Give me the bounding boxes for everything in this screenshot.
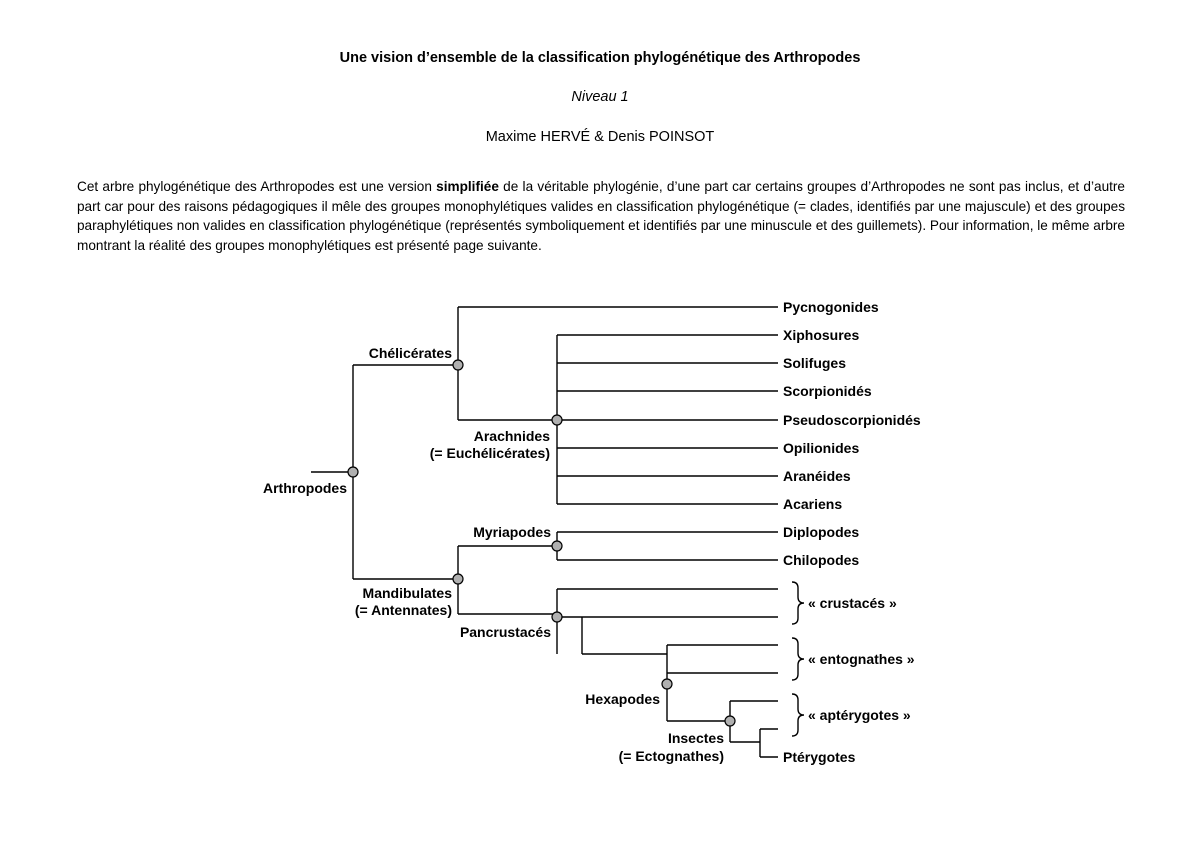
label-arthropodes: Arthropodes	[263, 480, 347, 496]
leaf-scorpionides: Scorpionidés	[783, 383, 872, 399]
leaf-pterygotes: Ptérygotes	[783, 749, 856, 765]
page-title: Une vision d’ensemble de la classification phylogénétique des Arthropodes	[339, 50, 861, 66]
leaf-solifuges: Solifuges	[783, 355, 847, 371]
leaf-apterygotes: « aptérygotes »	[808, 707, 911, 723]
label-mandibulates-alt: (= Antennates)	[354, 602, 452, 618]
leaf-opilionides: Opilionides	[783, 440, 860, 456]
node-arachnides	[552, 415, 562, 425]
label-chelicerates: Chélicérates	[368, 345, 452, 361]
label-insectes-alt: (= Ectognathes)	[618, 748, 724, 764]
node-insectes	[725, 716, 735, 726]
intro-bold-word: simplifiée	[436, 179, 499, 194]
node-chelicerates	[453, 360, 463, 370]
leaf-entognathes: « entognathes »	[808, 651, 915, 667]
node-hexapodes	[662, 679, 672, 689]
authors: Maxime HERVÉ & Denis POINSOT	[485, 129, 715, 145]
label-arachnides: Arachnides	[473, 428, 550, 444]
tree-nodes	[348, 360, 735, 726]
label-hexapodes: Hexapodes	[585, 691, 660, 707]
leaf-chilopodes: Chilopodes	[783, 552, 860, 568]
node-mandibulates	[453, 574, 463, 584]
label-arachnides-alt: (= Euchélicérates)	[429, 445, 550, 461]
label-myriapodes: Myriapodes	[473, 524, 551, 540]
tree-branches	[311, 307, 804, 757]
leaf-diplopodes: Diplopodes	[783, 524, 860, 540]
node-arthropodes	[348, 467, 358, 477]
level-subtitle: Niveau 1	[571, 89, 629, 105]
label-pancrustaces: Pancrustacés	[459, 624, 551, 640]
leaf-acariens: Acariens	[783, 496, 843, 512]
node-myriapodes	[552, 541, 562, 551]
intro-text-start: Cet arbre phylogénétique des Arthropodes est une version	[77, 179, 437, 194]
intro-text-end: de la véritable phylogénie, d’une part car certains groupes d’Arthropodes ne sont pas inclus, et d’autre part car pour des raisons pédagogiques il mêle des groupes monophylétiques valides en classification phylogénétique (= clades, identifiés par une majuscule) et des groupes paraphylétiques non valides en classification phylogénétique (représentés symboliquement et identifiés par une minuscule et des guillemets). Pour information, le même arbre montrant la réalité des groupes monophylétiques est présenté page suivante.	[77, 179, 1125, 253]
label-insectes: Insectes	[667, 730, 724, 746]
leaf-araneides: Aranéides	[783, 468, 851, 484]
label-mandibulates: Mandibulates	[362, 585, 452, 601]
leaf-crustaces: « crustacés »	[808, 595, 897, 611]
leaf-xiphosures: Xiphosures	[783, 327, 860, 343]
leaf-pseudoscorpionides: Pseudoscorpionidés	[783, 412, 921, 428]
leaf-pycnogonides: Pycnogonides	[783, 299, 879, 315]
node-pancrustaces	[552, 612, 562, 622]
